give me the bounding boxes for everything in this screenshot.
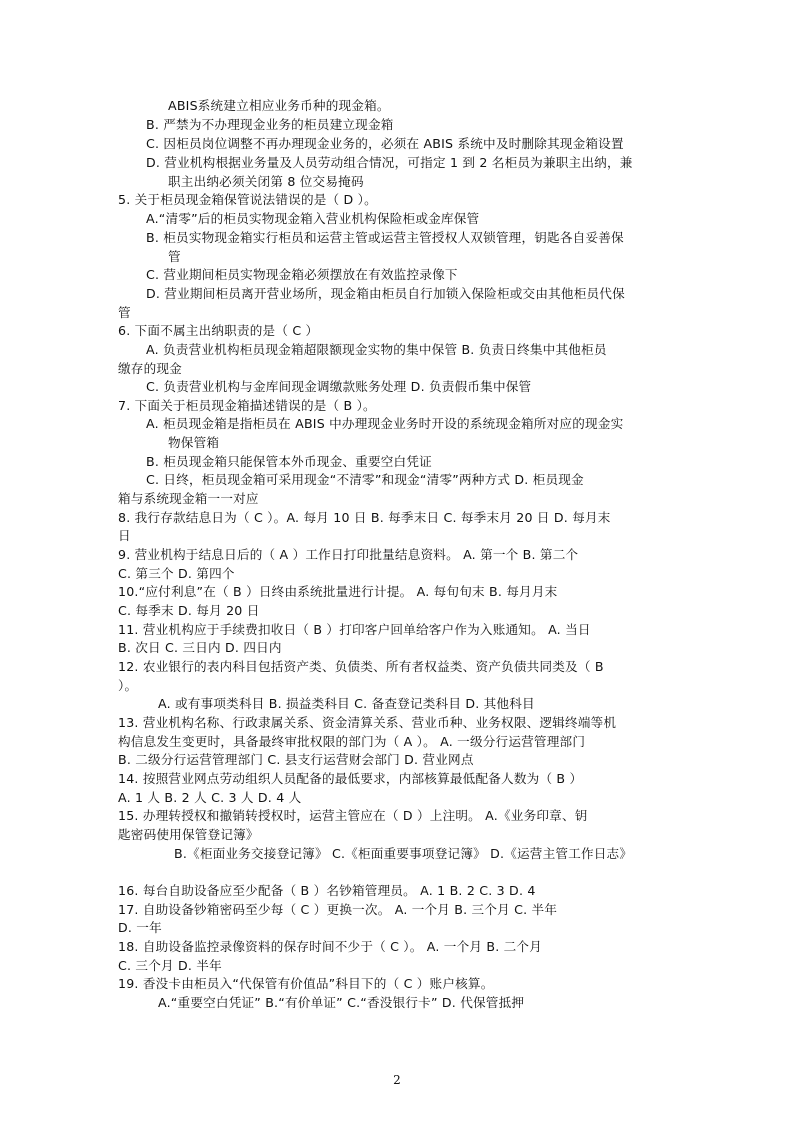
text-line: ）。	[118, 678, 138, 693]
question-line: 7. 下面关于柜员现金箱描述错误的是（ B ）。	[118, 398, 376, 413]
text-line: C. 每季末 D. 每月 20 日	[118, 603, 260, 618]
question-line: 9. 营业机构于结息日后的（ A ）工作日打印批量结息资料。 A. 第一个 B. 第二个	[118, 547, 579, 562]
question-line: 19. 香没卡由柜员入“代保管有价值品”科目下的（ C ）账户核算。	[118, 976, 494, 991]
text-line: B. 二级分行运营管理部门 C. 县支行运营财会部门 D. 营业网点	[118, 752, 474, 767]
text-line: 物保管箱	[168, 435, 220, 450]
text-line: C. 第三个 D. 第四个	[118, 566, 235, 581]
question-line: 6. 下面不属主出纳职责的是（ C ）	[118, 323, 319, 338]
text-line: C. 日终，柜员现金箱可采用现金“不清零”和现金“清零”两种方式 D. 柜员现金	[146, 472, 584, 487]
question-line: 11. 营业机构应于手续费扣收日（ B ）打印客户回单给客户作为入账通知。 A. 当日	[118, 622, 591, 637]
text-line: C. 因柜员岗位调整不再办理现金业务的，必须在 ABIS 系统中及时删除其现金箱设置	[146, 136, 624, 151]
text-line: C. 三个月 D. 半年	[118, 958, 222, 973]
text-line: 缴存的现金	[118, 361, 182, 376]
question-line: 5. 关于柜员现金箱保管说法错误的是（ D ）。	[118, 192, 377, 207]
question-line: 15. 办理转授权和撤销转授权时，运营主管应在（ D ）上注明。 A.《业务印章、钥	[118, 808, 588, 823]
text-line: B. 次日 C. 三日内 D. 四日内	[118, 640, 282, 655]
question-line: 18. 自助设备监控录像资料的保存时间不少于（ C ）。 A. 一个月 B. 二个月	[118, 939, 543, 954]
text-line: B. 柜员实物现金箱实行柜员和运营主管或运营主管授权人双锁管理，钥匙各自妥善保	[146, 230, 624, 245]
text-line: C. 营业期间柜员实物现金箱必须摆放在有效监控录像下	[146, 267, 458, 282]
text-line: A. 柜员现金箱是指柜员在 ABIS 中办理现金业务时开设的系统现金箱所对应的现金实	[146, 416, 624, 431]
text-line: A. 1 人 B. 2 人 C. 3 人 D. 4 人	[118, 790, 302, 805]
text-line: D. 营业期间柜员离开营业场所，现金箱由柜员自行加锁入保险柜或交由其他柜员代保	[146, 286, 625, 301]
text-line: 箱与系统现金箱一一对应	[118, 491, 259, 506]
question-line: 14. 按照营业网点劳动组织人员配备的最低要求，内部核算最低配备人数为（ B ）	[118, 771, 583, 786]
text-line: A. 或有事项类科目 B. 损益类科目 C. 备查登记类科目 D. 其他科目	[158, 696, 535, 711]
text-line: 匙密码使用保管登记簿》	[118, 827, 259, 842]
text-line: 职主出纳必须关闭第 8 位交易掩码	[168, 174, 364, 189]
text-line: 构信息发生变更时，具备最终审批权限的部门为（ A ）。 A. 一级分行运营管理部门	[118, 734, 586, 749]
text-line: D. 营业机构根据业务量及人员劳动组合情况，可指定 1 到 2 名柜员为兼职主出纳，兼	[146, 155, 633, 170]
text-line: 管	[168, 249, 181, 264]
text-line: ABIS系统建立相应业务币种的现金箱。	[168, 98, 390, 113]
question-line: 16. 每台自助设备应至少配备（ B ）名钞箱管理员。 A. 1 B. 2 C. 3 D. 4	[118, 883, 536, 898]
text-line: 管	[118, 305, 131, 320]
text-line: A.“清零”后的柜员实物现金箱入营业机构保险柜或金库保管	[146, 211, 480, 226]
text-line: D. 一年	[118, 920, 162, 935]
question-line: 12. 农业银行的表内科目包括资产类、负债类、所有者权益类、资产负债共同类及（ B	[118, 659, 604, 674]
question-line: 8. 我行存款结息日为（ C ）。A. 每月 10 日 B. 每季末日 C. 每季末月 20 日 D. 每月末	[118, 510, 611, 525]
question-line: 13. 营业机构名称、行政隶属关系、资金清算关系、营业币种、业务权限、逻辑终端等机	[118, 715, 617, 730]
text-line: B. 柜员现金箱只能保管本外币现金、重要空白凭证	[146, 454, 432, 469]
text-line: A. 负责营业机构柜员现金箱超限额现金实物的集中保管 B. 负责日终集中其他柜员	[146, 342, 607, 357]
text-line: C. 负责营业机构与金库间现金调缴款账务处理 D. 负责假币集中保管	[146, 379, 532, 394]
text-line: A.“重要空白凭证” B.“有价单证” C.“香没银行卡” D. 代保管抵押	[158, 995, 525, 1010]
text-line: B.《柜面业务交接登记簿》 C.《柜面重要事项登记簿》 D.《运营主管工作日志》	[174, 846, 633, 861]
text-line: 日	[118, 528, 131, 543]
page-number: 2	[393, 1073, 401, 1087]
text-line: B. 严禁为不办理现金业务的柜员建立现金箱	[146, 117, 394, 132]
question-line: 17. 自助设备钞箱密码至少每（ C ）更换一次。 A. 一个月 B. 三个月 C. 半年	[118, 902, 558, 917]
question-line: 10.“应付利息”在（ B ）日终由系统批量进行计提。 A. 每旬旬末 B. 每月月末	[118, 584, 558, 599]
